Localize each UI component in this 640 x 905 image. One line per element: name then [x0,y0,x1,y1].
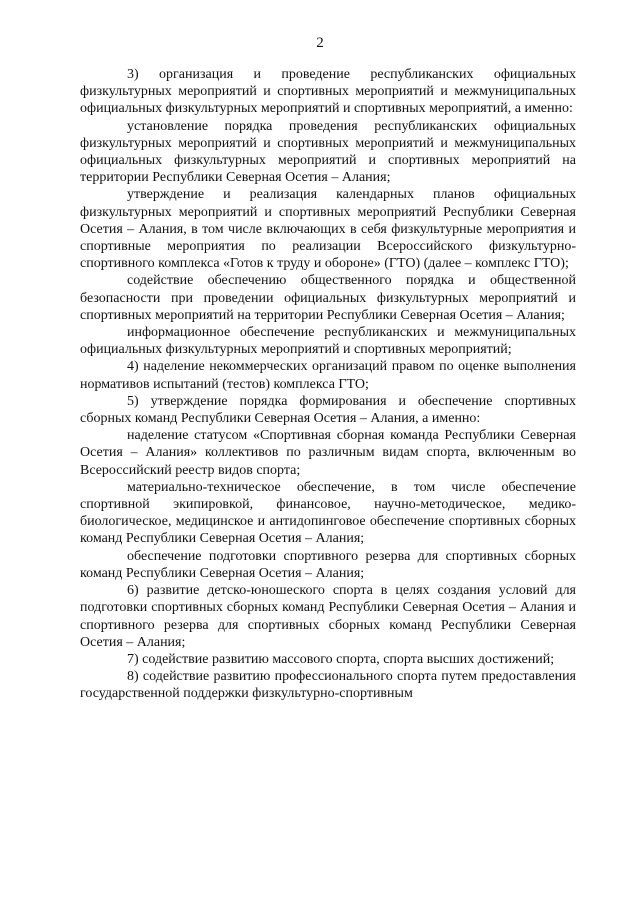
paragraph: 3) организация и проведение республиканских официальных физкультурных мероприятий и спортивных мероприятий и межмуниципальных официальных физкультурных мероприятий и спортивных мероприятий, а именно: [80,67,576,117]
paragraph: информационное обеспечение республиканских и межмуниципальных официальных физкультурных мероприятий и спортивных мероприятий; [80,325,576,358]
paragraph: наделение статусом «Спортивная сборная команда Республики Северная Осетия – Алания» коллективов по различным видам спорта, включенным во Всероссийский реестр видов спорта; [80,428,576,478]
paragraph: 8) содействие развитию профессионального спорта путем предоставления государственной поддержки физкультурно-спортивным [80,669,576,702]
page-number: 2 [316,35,324,51]
paragraph: 4) наделение некоммерческих организаций правом по оценке выполнения нормативов испытаний (тестов) комплекса ГТО; [80,359,576,392]
paragraph: содействие обеспечению общественного порядка и общественной безопасности при проведении официальных физкультурных мероприятий и спортивных мероприятий на территории Республики Северная Осетия – Алания; [80,273,576,323]
paragraph: 6) развитие детско-юношеского спорта в целях создания условий для подготовки спортивных сборных команд Республики Северная Осетия – Алания и спортивного резерва для спортивных сборных команд Республики Северная Осетия – Алания; [80,583,576,650]
paragraph: обеспечение подготовки спортивного резерва для спортивных сборных команд Республики Северная Осетия – Алания; [80,548,576,581]
paragraph: материально-техническое обеспечение, в том числе обеспечение спортивной экипировкой, финансовое, научно-методическое, медико-биологическое, медицинское и антидопинговое обеспечение спортивных сборных команд Республики Северная Осетия – Алания; [80,479,576,547]
paragraph: 7) содействие развитию массового спорта, спорта высших достижений; [127,651,555,667]
paragraph: установление порядка проведения республиканских официальных физкультурных мероприятий и спортивных мероприятий и межмуниципальных официальных физкультурных мероприятий и спортивных мероприятий на территории Республики Северная Осетия – Алания; [80,118,576,186]
document-body [80,66,576,703]
paragraph: 5) утверждение порядка формирования и обеспечение спортивных сборных команд Республики Северная Осетия – Алания, а именно: [80,393,576,427]
paragraph: утверждение и реализация календарных планов официальных физкультурных мероприятий и спортивных мероприятий Республики Северная Осетия – Алания, в том числе включающих в себя физкультурные мероприятия и спортивные мероприятия по реализации Всероссийского физкультурно-спортивного комплекса «Готов к труду и обороне» (ГТО) (далее – комплекс ГТО); [80,187,576,272]
